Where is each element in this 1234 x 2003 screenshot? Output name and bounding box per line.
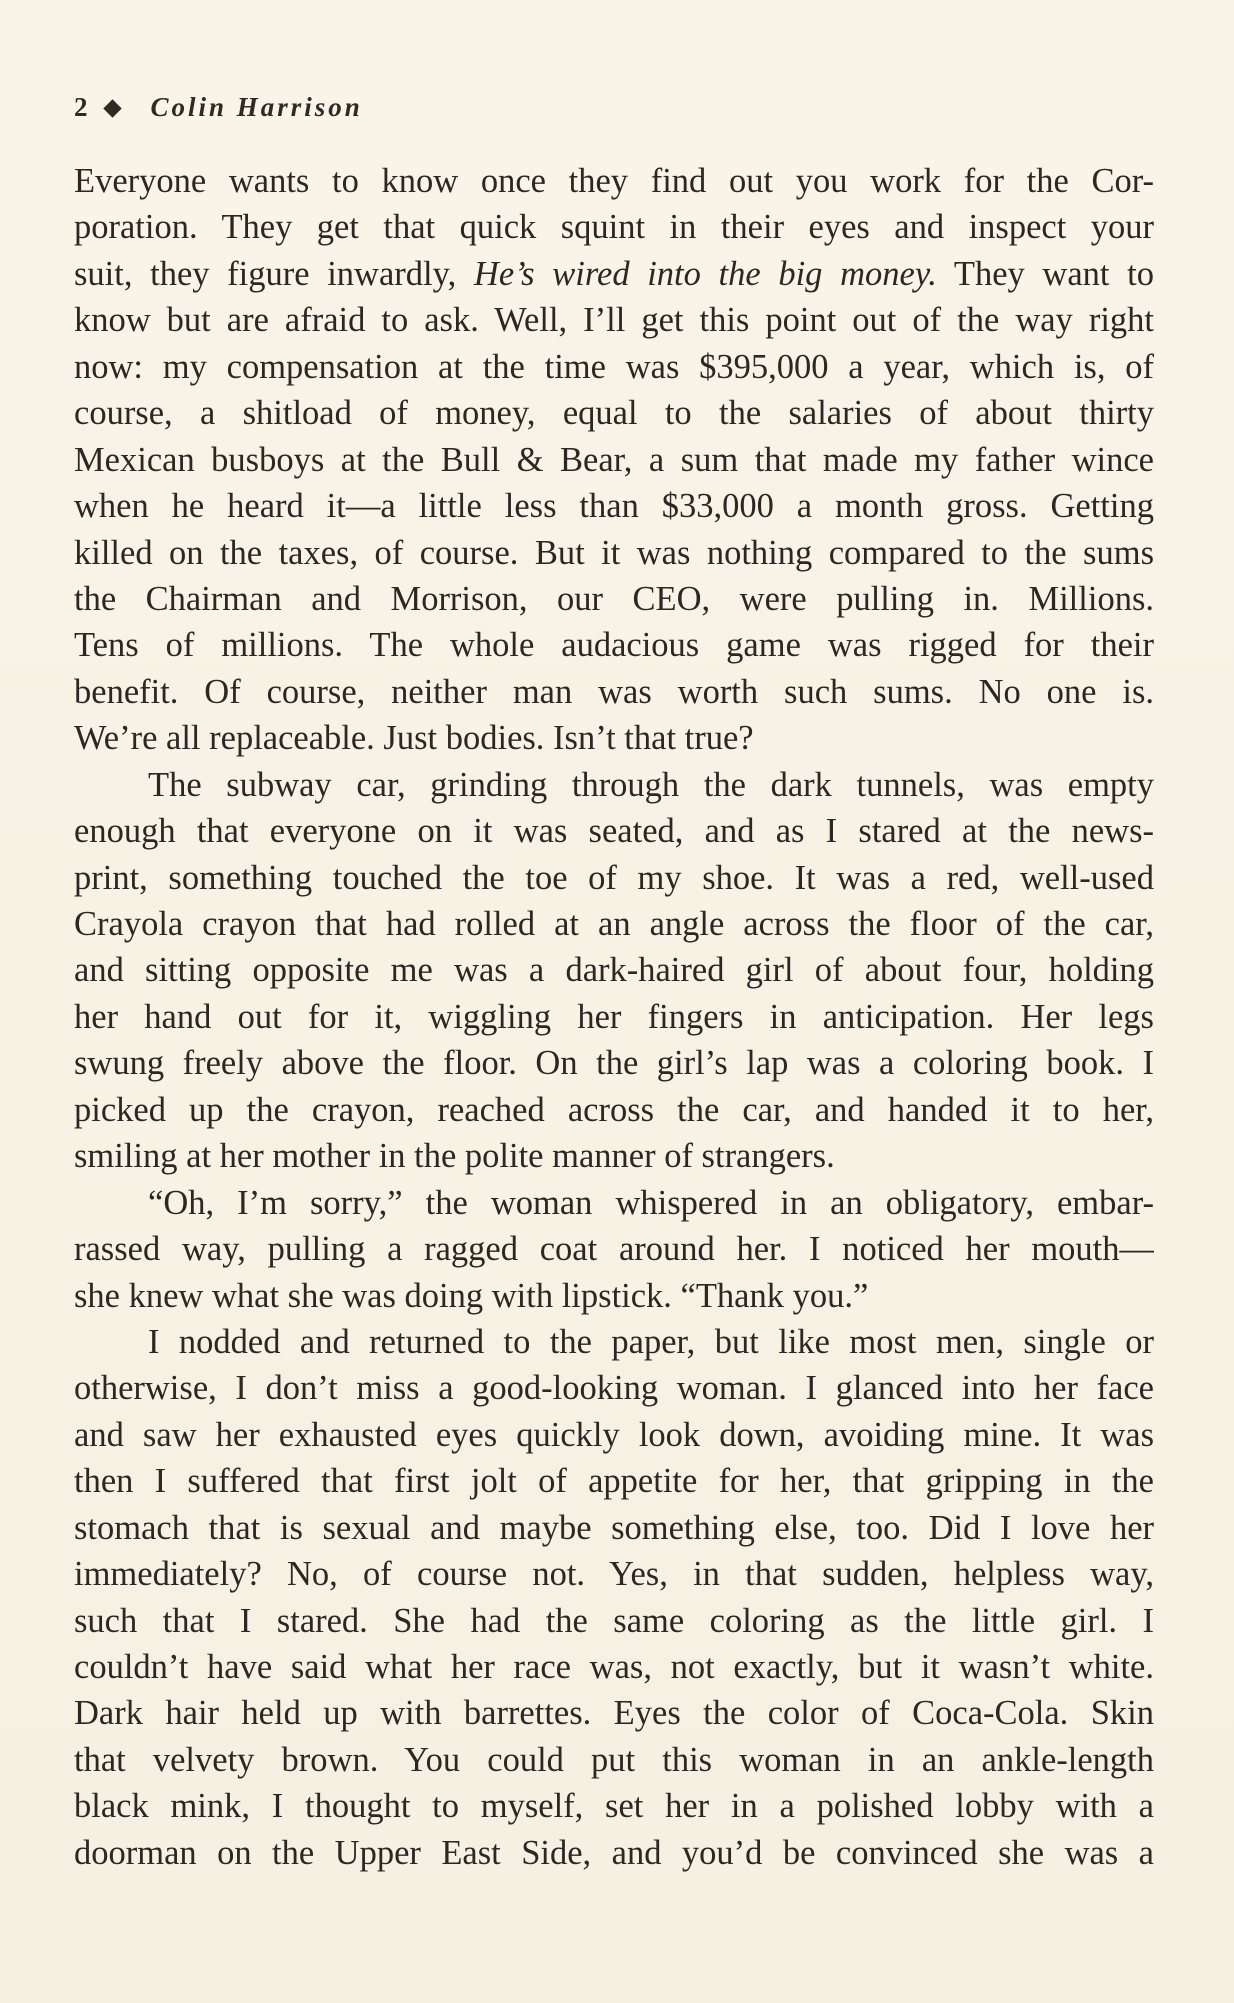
text-line: enough that everyone on it was seated, and as I stared at the news- <box>74 812 1154 851</box>
text-line: swung freely above the floor. On the girl’s lap was a coloring book. I <box>74 1044 1154 1083</box>
page-number: 2 <box>74 92 88 122</box>
text-line: We’re all replaceable. Just bodies. Isn’t that true? <box>74 719 754 758</box>
text-line: and saw her exhausted eyes quickly look down, avoiding mine. It was <box>74 1415 1154 1454</box>
text-line: picked up the crayon, reached across the car, and handed it to her, <box>74 1090 1154 1129</box>
text-line: killed on the taxes, of course. But it was nothing compared to the sums <box>74 533 1154 572</box>
text-line: that velvety brown. You could put this woman in an ankle-length <box>74 1740 1154 1779</box>
text-line: Everyone wants to know once they find out you work for the Cor- <box>74 162 1154 200</box>
text-line: her hand out for it, wiggling her fingers in anticipation. Her legs <box>74 997 1154 1036</box>
text-line: smiling at her mother in the polite manner of strangers. <box>74 1137 835 1176</box>
text-line: doorman on the Upper East Side, and you’d be convinced she was a <box>74 1833 1154 1872</box>
author-name: Colin Harrison <box>150 92 363 122</box>
text-line: and sitting opposite me was a dark-haired girl of about four, holding <box>74 951 1154 990</box>
italic-text: He’s wired into the big money. <box>473 254 937 293</box>
body-text <box>74 158 1154 1876</box>
text-line: now: my compensation at the time was $395,000 a year, which is, of <box>74 347 1154 386</box>
text-line: Tens of millions. The whole audacious game was rigged for their <box>74 626 1154 665</box>
text-line <box>74 251 1154 297</box>
text-line: print, something touched the toe of my shoe. It was a red, well-used <box>74 858 1154 897</box>
text-line: she knew what she was doing with lipstick. “Thank you.” <box>74 1276 869 1315</box>
text-line: such that I stared. She had the same coloring as the little girl. I <box>74 1601 1154 1640</box>
text-line: the Chairman and Morrison, our CEO, were pulling in. Millions. <box>74 579 1154 618</box>
text-line: immediately? No, of course not. Yes, in that sudden, helpless way, <box>74 1555 1154 1594</box>
text-line: black mink, I thought to myself, set her in a polished lobby with a <box>74 1787 1154 1826</box>
text-span: They want to <box>936 254 1154 293</box>
text-line: stomach that is sexual and maybe something else, too. Did I love her <box>74 1508 1154 1547</box>
diamond-ornament-icon <box>103 99 121 117</box>
text-line: benefit. Of course, neither man was worth such sums. No one is. <box>74 672 1154 711</box>
running-head <box>74 92 363 123</box>
text-line: Dark hair held up with barrettes. Eyes the color of Coca-Cola. Skin <box>74 1694 1154 1733</box>
text-line: The subway car, grinding through the dark tunnels, was empty <box>148 765 1154 804</box>
text-line: when he heard it—a little less than $33,000 a month gross. Getting <box>74 487 1154 526</box>
text-line: rassed way, pulling a ragged coat around her. I noticed her mouth— <box>74 1230 1154 1269</box>
text-line: then I suffered that first jolt of appetite for her, that gripping in the <box>74 1462 1154 1501</box>
text-span: suit, they figure inwardly, <box>74 254 474 293</box>
text-line: know but are afraid to ask. Well, I’ll get this point out of the way right <box>74 301 1154 340</box>
text-line: I nodded and returned to the paper, but like most men, single or <box>148 1322 1154 1361</box>
text-line: poration. They get that quick squint in their eyes and inspect your <box>74 208 1154 247</box>
text-line: otherwise, I don’t miss a good-looking woman. I glanced into her face <box>74 1369 1154 1408</box>
text-line: course, a shitload of money, equal to the salaries of about thirty <box>74 394 1154 433</box>
text-line: Mexican busboys at the Bull & Bear, a sum that made my father wince <box>74 440 1154 479</box>
text-line: Crayola crayon that had rolled at an angle across the floor of the car, <box>74 905 1154 943</box>
text-line: couldn’t have said what her race was, not exactly, but it wasn’t white. <box>74 1648 1154 1686</box>
text-line: “Oh, I’m sorry,” the woman whispered in an obligatory, embar- <box>148 1183 1154 1222</box>
